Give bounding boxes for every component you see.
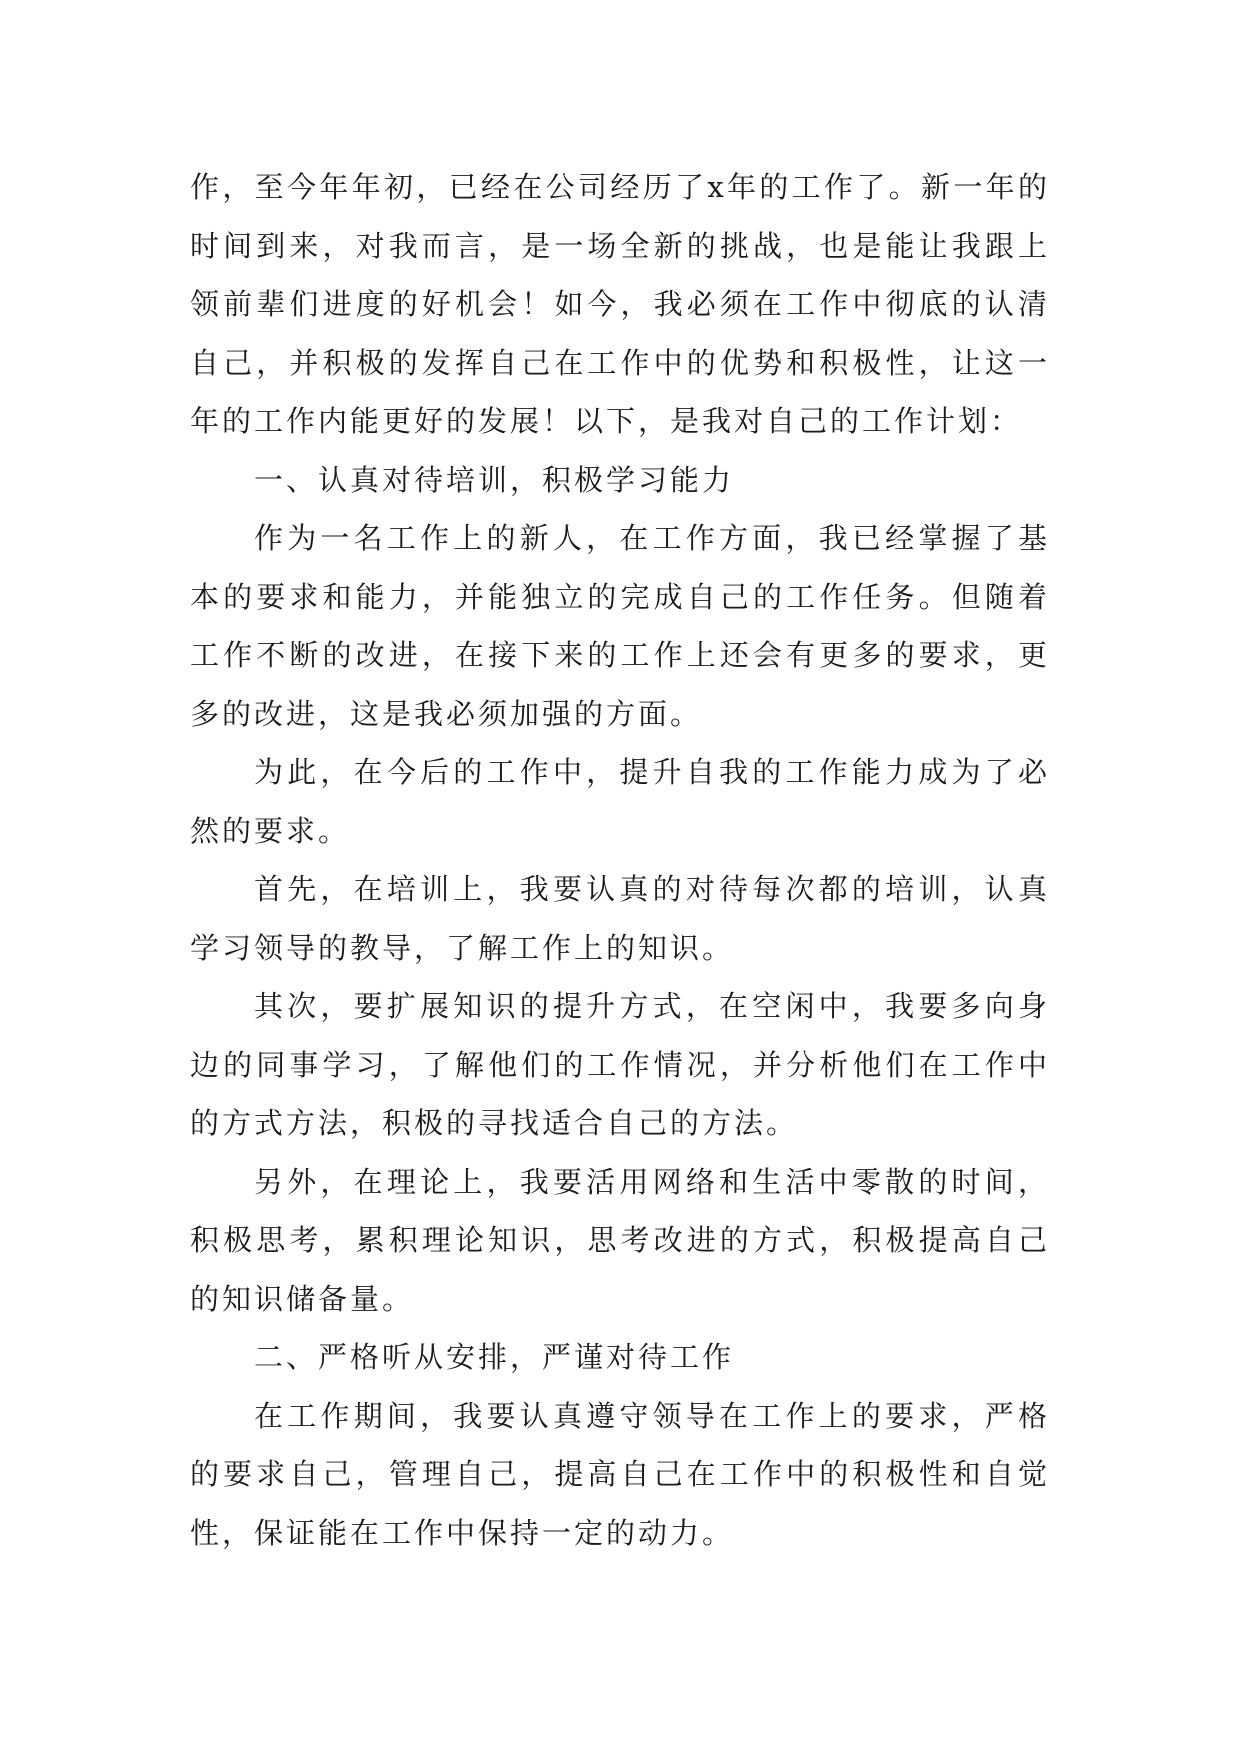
paragraph-first: 首先，在培训上，我要认真的对待每次都的培训，认真学习领导的教导，了解工作上的知识。 [190, 872, 1050, 965]
paragraph-new-staff: 作为一名工作上的新人，在工作方面，我已经掌握了基本的要求和能力，并能独立的完成自己的工作任务。但随着工作不断的改进，在接下来的工作上还会有更多的要求，更多的改进，这是我必须加强的方面。 [190, 521, 1050, 731]
paragraph-work-period: 在工作期间，我要认真遵守领导在工作上的要求，严格的要求自己，管理自己，提高自己在工作中的积极性和自觉性，保证能在工作中保持一定的动力。 [190, 1398, 1050, 1550]
paragraph-second: 其次，要扩展知识的提升方式，在空闲中，我要多向身边的同事学习，了解他们的工作情况，并分析他们在工作中的方式方法，积极的寻找适合自己的方法。 [190, 989, 1050, 1140]
paragraph-additionally: 另外，在理论上，我要活用网络和生活中零散的时间，积极思考，累积理论知识，思考改进的方式，积极提高自己的知识储备量。 [190, 1164, 1050, 1316]
paragraph-intro: 作，至今年年初，已经在公司经历了x年的工作了。新一年的时间到来，对我而言，是一场全新的挑战，也是能让我跟上领前辈们进度的好机会！如今，我必须在工作中彻底的认清自己，并积极的发挥自己在工作中的优势和积极性，让这一年的工作内能更好的发展！以下，是我对自己的工作计划： [190, 170, 1050, 438]
paragraph-therefore: 为此，在今后的工作中，提升自我的工作能力成为了必然的要求。 [190, 755, 1050, 848]
document-body [190, 158, 1050, 1562]
section-heading-2: 二、严格听从安排，严谨对待工作 [254, 1340, 735, 1374]
section-heading-1: 一、认真对待培训，积极学习能力 [254, 462, 735, 497]
